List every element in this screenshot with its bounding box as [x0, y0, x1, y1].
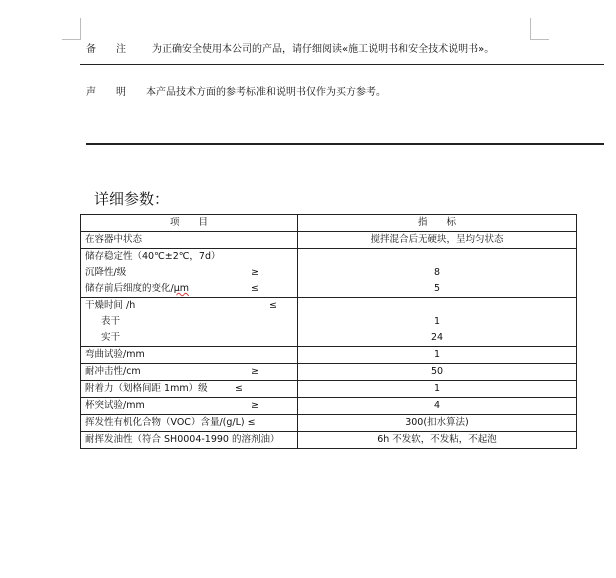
item-text: 耐挥发油性（符合 SH0004-1990 的溶剂油） — [85, 434, 280, 445]
item-text: 附着力（划格间距 1mm）级 — [85, 383, 208, 394]
value-line: 6h 不发软，不发粘，不起泡 — [377, 434, 497, 445]
crop-mark-left-v — [80, 18, 81, 40]
comparison-symbol: ≤ — [269, 300, 277, 311]
table-row — [81, 298, 577, 347]
item-unit: μm — [173, 283, 190, 294]
item-cell — [81, 364, 298, 381]
comparison-symbol: ≥ — [251, 366, 259, 377]
value-line: 1 — [433, 383, 441, 394]
value-cell — [298, 347, 577, 364]
item-line — [85, 415, 293, 431]
section-divider — [86, 143, 604, 145]
remark-divider — [80, 64, 604, 65]
item-text: 在容器中状态 — [85, 234, 143, 245]
value-cell — [298, 415, 577, 432]
item-text: 耐冲击性/cm — [85, 366, 141, 377]
item-line — [85, 330, 293, 346]
table-row — [81, 381, 577, 398]
item-line — [85, 381, 293, 397]
item-text: 干燥时间 /h — [85, 300, 136, 311]
value-line: 50 — [430, 366, 444, 377]
table-row — [81, 415, 577, 432]
item-text: 实干 — [101, 332, 121, 343]
item-text: 弯曲试验/mm — [85, 349, 145, 360]
item-text: 杯突试验/mm — [85, 400, 145, 411]
table-row — [81, 232, 577, 249]
table-row — [81, 249, 577, 298]
comparison-symbol: ≥ — [251, 267, 259, 278]
comparison-symbol: ≥ — [251, 400, 259, 411]
table-row — [81, 364, 577, 381]
item-text: 表干 — [101, 316, 121, 327]
item-cell — [81, 347, 298, 364]
item-line — [85, 249, 293, 265]
remark-text: 为正确安全使用本公司的产品，请仔细阅读«施工说明书和安全技术说明书»。 — [152, 44, 495, 55]
crop-mark-left-h — [62, 39, 80, 40]
value-line — [302, 249, 572, 265]
item-line — [85, 347, 293, 363]
value-line: 8 — [433, 267, 441, 278]
comparison-symbol: ≤ — [251, 283, 259, 294]
item-line — [85, 232, 293, 248]
value-line — [302, 298, 572, 314]
parameters-table — [80, 214, 577, 449]
remark-note — [86, 40, 494, 55]
item-cell — [81, 298, 298, 347]
comparison-symbol: ≤ — [235, 383, 243, 394]
item-text: 挥发性有机化合物（VOC）含量/(g/L) ≤ — [85, 417, 256, 428]
value-cell — [298, 232, 577, 249]
value-cell — [298, 381, 577, 398]
statement-text: 本产品技术方面的参考标准和说明书仅作为买方参考。 — [146, 87, 386, 98]
value-cell — [298, 364, 577, 381]
item-line — [85, 298, 293, 314]
header-value: 指 标 — [298, 215, 577, 232]
item-text: 沉降性/级 — [85, 267, 127, 278]
item-line — [85, 432, 293, 448]
item-line — [85, 364, 293, 380]
statement-note — [86, 83, 386, 98]
value-line: 1 — [433, 316, 441, 327]
table-row — [81, 347, 577, 364]
value-line: 24 — [430, 332, 444, 343]
item-cell — [81, 249, 298, 298]
value-line: 300(扣水算法) — [405, 417, 469, 428]
table-row — [81, 432, 577, 449]
value-cell — [298, 298, 577, 347]
item-line — [85, 398, 293, 414]
value-line: 5 — [433, 283, 441, 294]
remark-label: 备 注 — [86, 44, 126, 55]
section-title: 详细参数： — [94, 190, 170, 208]
item-text: 储存前后细度的变化/ — [85, 283, 174, 294]
item-line — [85, 281, 293, 297]
item-line — [85, 314, 293, 330]
table-header-row — [81, 215, 577, 232]
value-line: 4 — [433, 400, 441, 411]
item-cell — [81, 415, 298, 432]
crop-mark-right-h — [531, 39, 549, 40]
item-cell — [81, 432, 298, 449]
header-item: 项 目 — [81, 215, 298, 232]
statement-label: 声 明 — [86, 87, 126, 98]
value-line: 搅拌混合后无硬块，呈均匀状态 — [370, 234, 504, 245]
item-cell — [81, 398, 298, 415]
item-line — [85, 265, 293, 281]
table-row — [81, 398, 577, 415]
crop-mark-right-v — [530, 18, 531, 40]
value-cell — [298, 398, 577, 415]
value-line: 1 — [433, 349, 441, 360]
value-cell — [298, 432, 577, 449]
item-cell — [81, 381, 298, 398]
value-cell — [298, 249, 577, 298]
item-cell — [81, 232, 298, 249]
item-text: 储存稳定性（40℃±2℃，7d） — [85, 251, 221, 262]
